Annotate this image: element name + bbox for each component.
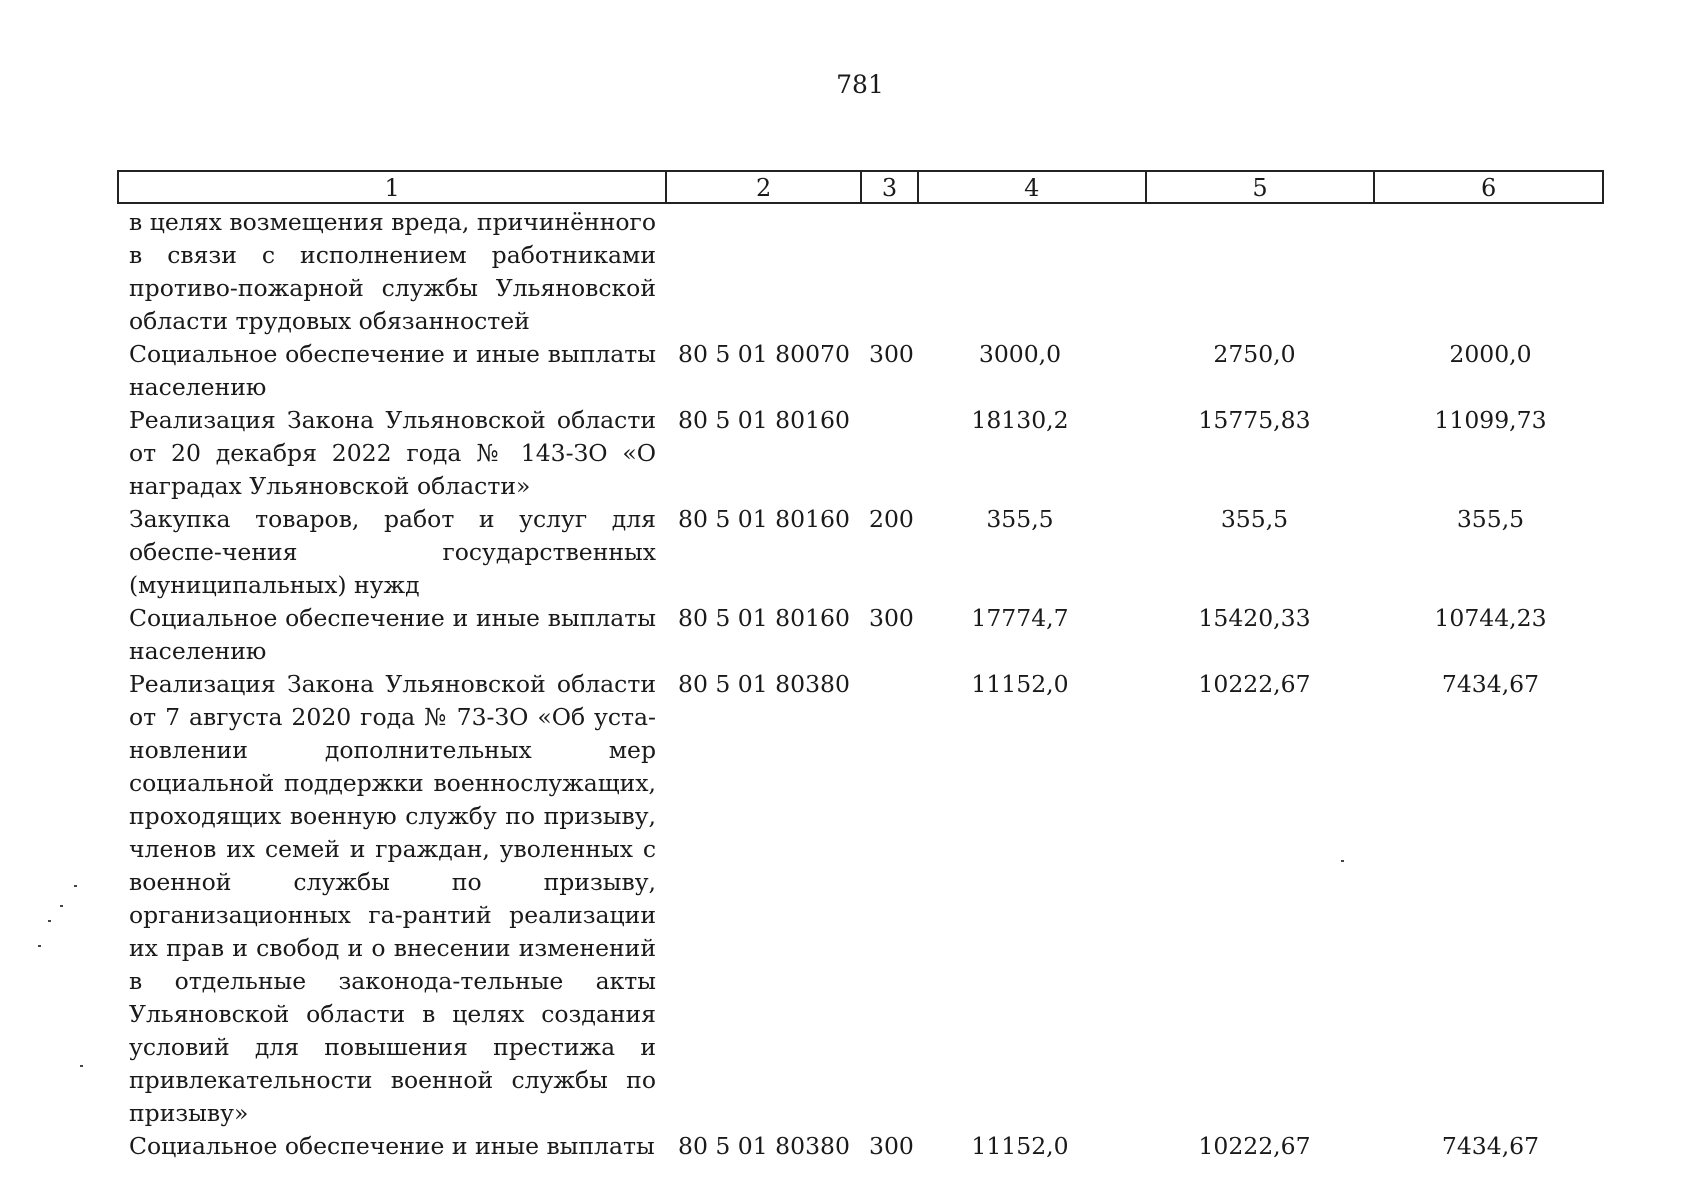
row-description: Реализация Закона Ульяновской области от 20 декабря 2022 года № 143-ЗО «О наградах Ульяновской области»: [129, 406, 656, 500]
budget-table: [117, 170, 1604, 1163]
row-value-col5: 2750,0: [1213, 340, 1296, 368]
row-expense-type: 300: [869, 340, 914, 368]
column-header-2: 2: [667, 172, 862, 202]
scan-speck: [48, 920, 51, 922]
row-value-col6: 7434,67: [1441, 670, 1540, 698]
column-header-5: 5: [1147, 172, 1376, 202]
row-value-col4: 17774,7: [971, 604, 1069, 632]
table-header-row: [117, 170, 1604, 204]
row-value-col4: 355,5: [986, 505, 1054, 533]
page-number: 781: [836, 70, 884, 99]
row-expense-type: 300: [869, 604, 914, 632]
row-value-col6: 11099,73: [1434, 406, 1547, 434]
table-row: [117, 503, 1604, 602]
row-code: 80 5 01 80160: [678, 406, 850, 434]
scan-speck: [1341, 860, 1344, 862]
row-description: Закупка товаров, работ и услуг для обеспе-чения государственных (муниципальных) нужд: [129, 505, 656, 599]
row-value-col4: 3000,0: [978, 340, 1062, 368]
column-header-1: 1: [119, 172, 667, 202]
table-row: [117, 602, 1604, 668]
scan-speck: [80, 1065, 83, 1067]
row-description: Социальное обеспечение и иные выплаты населению: [129, 604, 656, 665]
row-value-col5: 10222,67: [1198, 1132, 1311, 1160]
scan-speck: [60, 905, 63, 907]
table-row: [117, 206, 1604, 338]
column-header-4: 4: [919, 172, 1147, 202]
scan-speck: [74, 885, 77, 887]
row-description: Социальное обеспечение и иные выплаты: [129, 1132, 655, 1160]
table-row: [117, 668, 1604, 1130]
table-row: [117, 1130, 1604, 1163]
table-row: [117, 338, 1604, 404]
column-header-3: 3: [862, 172, 919, 202]
row-description: Социальное обеспечение и иные выплаты населению: [129, 340, 656, 401]
row-value-col5: 355,5: [1220, 505, 1289, 533]
row-description: в целях возмещения вреда, причинённого в связи с исполнением работниками противо-пожарной службы Ульяновской области трудовых обязанностей: [129, 208, 656, 335]
column-header-6: 6: [1375, 172, 1604, 202]
row-expense-type: 300: [869, 1132, 914, 1160]
row-code: 80 5 01 80070: [678, 340, 850, 368]
row-value-col4: 11152,0: [971, 1132, 1069, 1160]
row-value-col5: 10222,67: [1198, 670, 1311, 698]
row-value-col5: 15775,83: [1198, 406, 1311, 434]
row-value-col6: 2000,0: [1449, 340, 1532, 368]
row-code: 80 5 01 80380: [678, 1132, 850, 1160]
row-value-col6: 355,5: [1456, 505, 1525, 533]
row-code: 80 5 01 80380: [678, 670, 850, 698]
row-code: 80 5 01 80160: [678, 505, 850, 533]
row-value-col4: 18130,2: [971, 406, 1069, 434]
table-body: [117, 206, 1604, 1163]
table-row: [117, 404, 1604, 503]
row-code: 80 5 01 80160: [678, 604, 850, 632]
row-value-col4: 11152,0: [971, 670, 1069, 698]
row-expense-type: 200: [869, 505, 914, 533]
row-description: Реализация Закона Ульяновской области от 7 августа 2020 года № 73-ЗО «Об уста-новлении дополнительных мер социальной поддержки военнослужащих, проходящих военную службу по призыву, членов их семей и граждан, уволенных с военной службы по призыву, организационных га-рантий реализации их прав и свобод и о внесении изменений в отдельные законода-тельные акты Ульяновской области в целях создания условий для повышения престижа и привлекательности военной службы по призыву»: [129, 670, 656, 1127]
row-value-col6: 10744,23: [1434, 604, 1547, 632]
row-value-col6: 7434,67: [1441, 1132, 1540, 1160]
row-value-col5: 15420,33: [1198, 604, 1311, 632]
scan-speck: [38, 945, 41, 947]
